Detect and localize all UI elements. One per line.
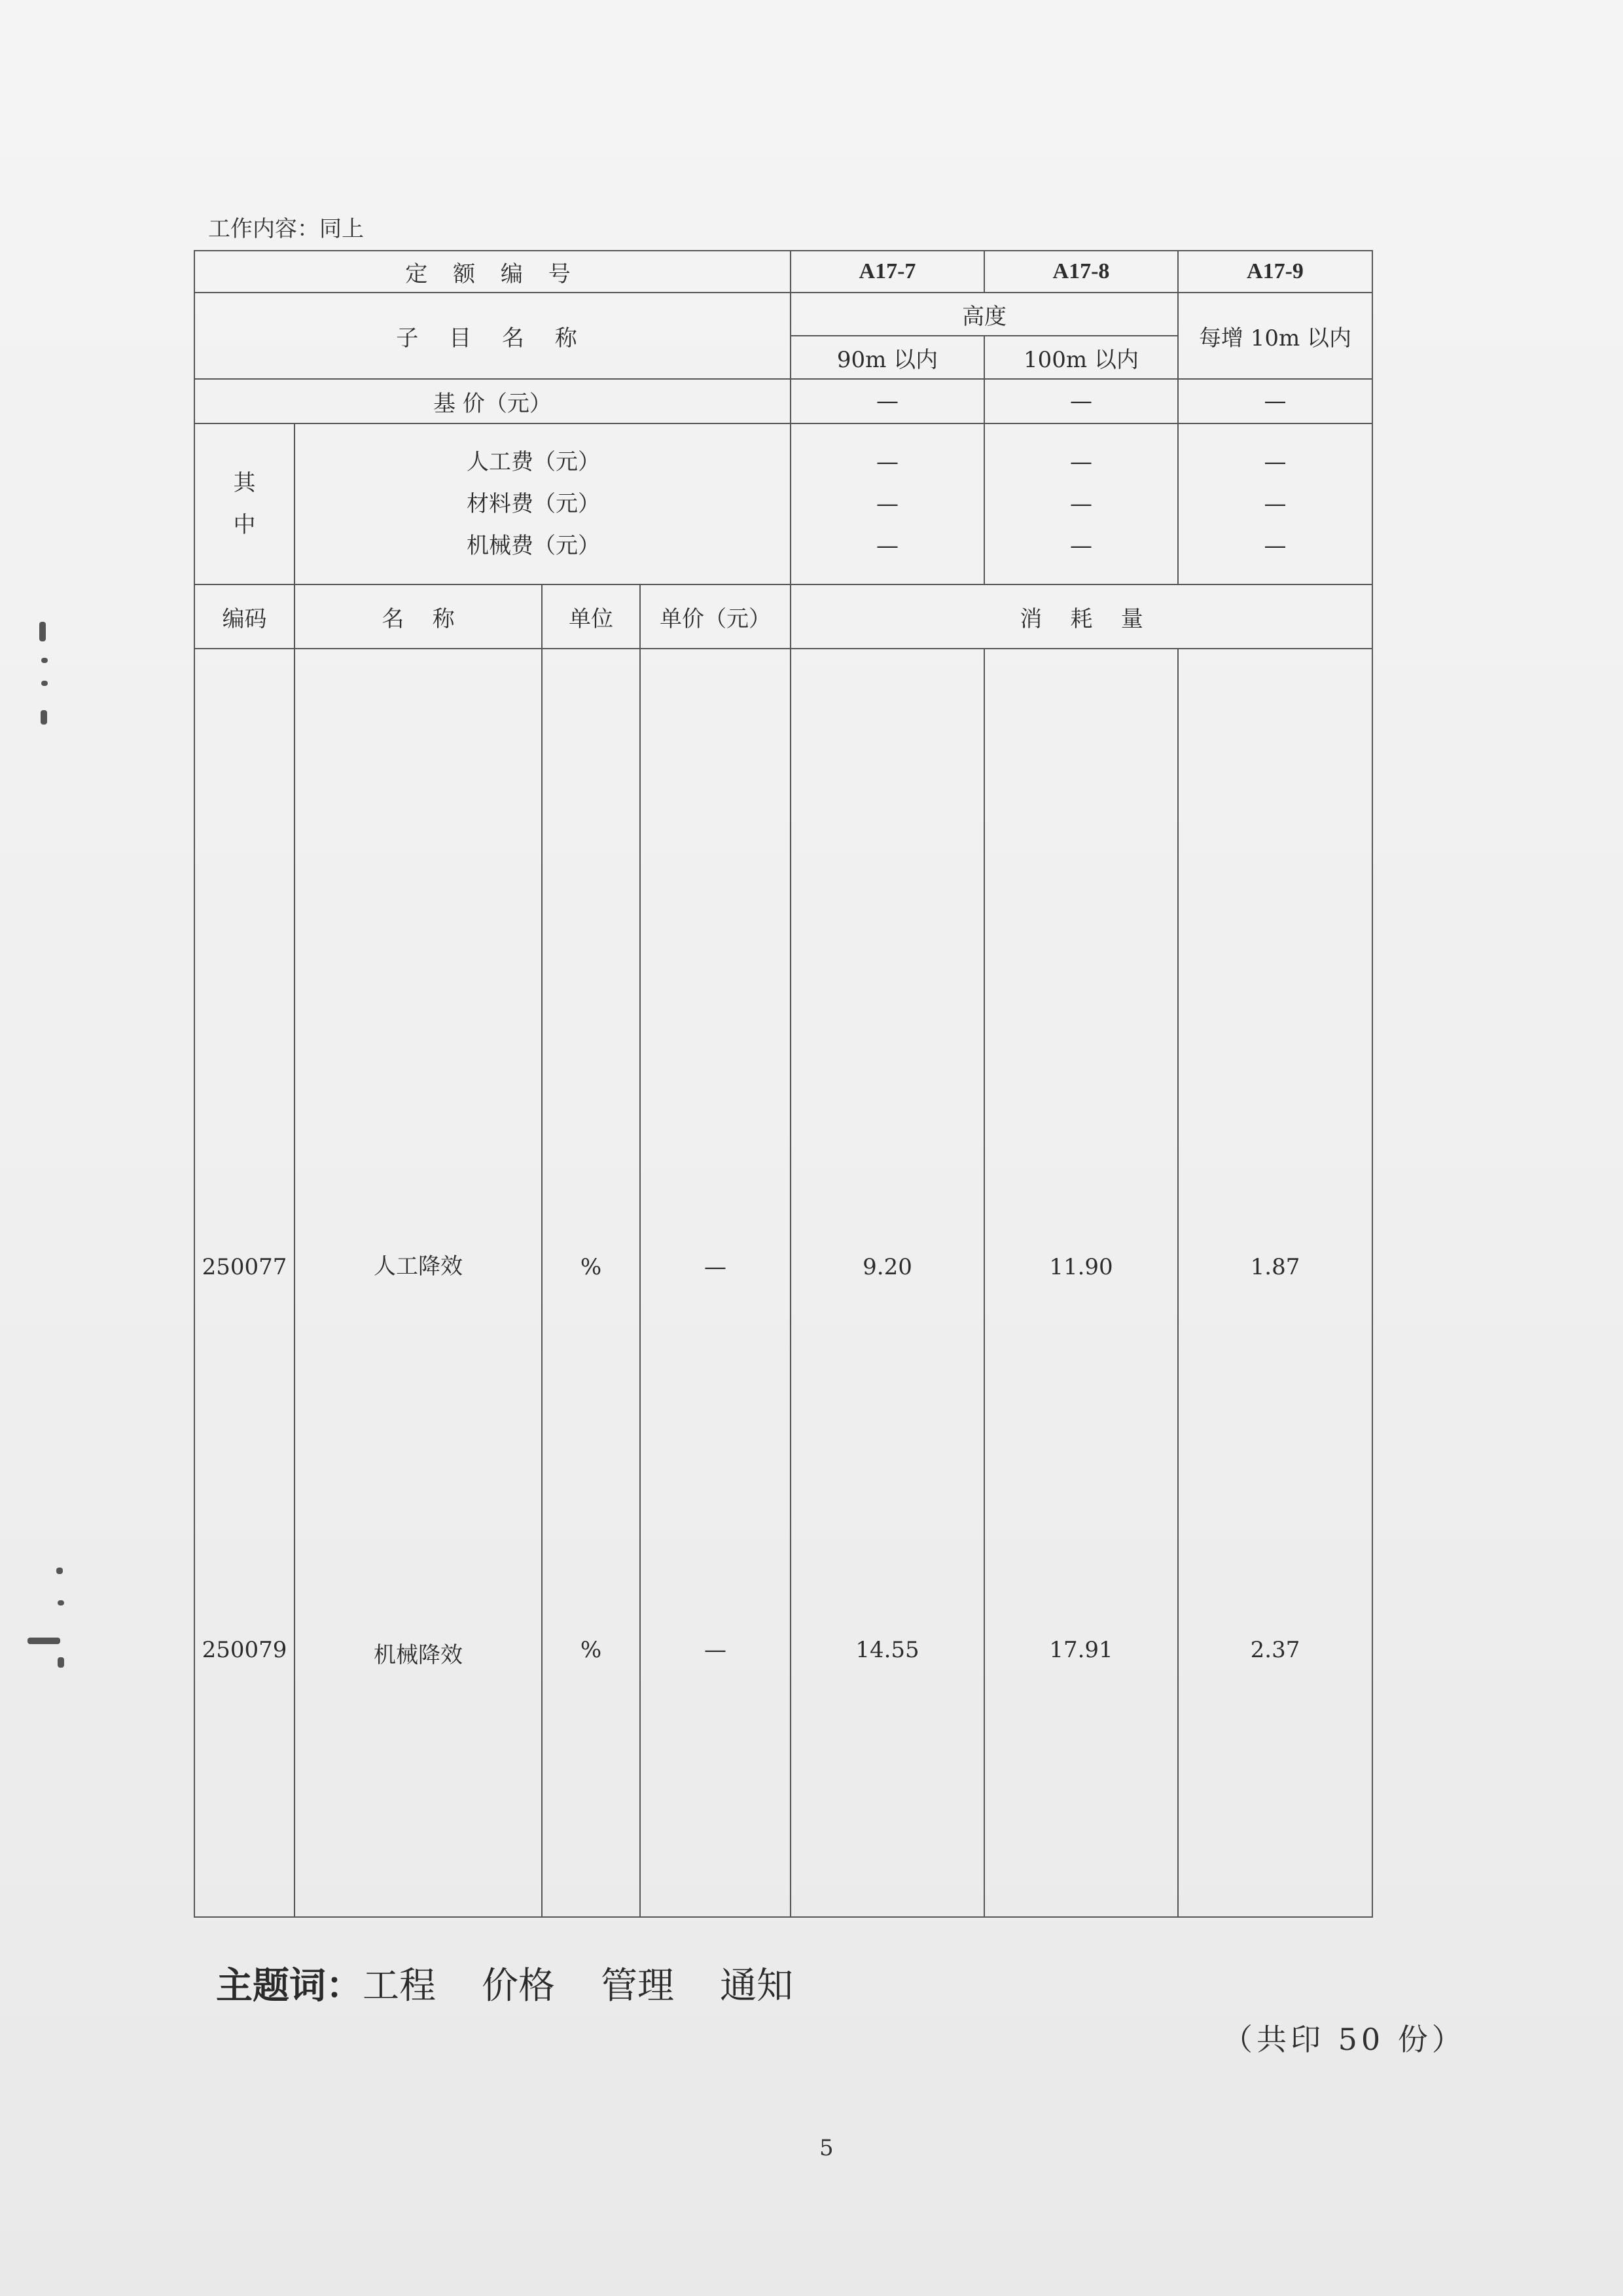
machine-fee-3: — <box>1264 533 1287 559</box>
keyword-item: 管理 <box>601 1965 674 2007</box>
quota-code-1: A17-7 <box>791 251 984 293</box>
binding-hole-mark <box>41 710 47 725</box>
col-header-consumption: 消 耗 量 <box>791 584 1372 649</box>
binding-hole-mark <box>41 658 48 663</box>
base-price-1: — <box>791 379 984 423</box>
quota-code-header: 定 额 编 号 <box>194 251 791 293</box>
keywords-label: 主题词： <box>216 1965 363 2007</box>
keyword-item: 工程 <box>363 1965 436 2007</box>
material-fee-label: 材料费（元） <box>467 491 600 517</box>
base-price-2: — <box>984 379 1178 423</box>
row-1-value-a17-7: 9.20 <box>863 1253 912 1280</box>
height-100m: 100m 以内 <box>984 336 1178 379</box>
data-col-code <box>194 649 294 1917</box>
col-header-code: 编码 <box>194 584 294 649</box>
col-header-name: 名 称 <box>294 584 542 649</box>
subject-keywords <box>216 1957 793 2009</box>
increment-header: 每增 10m 以内 <box>1178 293 1372 379</box>
row-2-name: 机械降效 <box>374 1641 463 1668</box>
keyword-item: 通知 <box>720 1965 793 2007</box>
height-90m: 90m 以内 <box>791 336 984 379</box>
data-col-unit <box>542 649 640 1917</box>
row-1-value-a17-8: 11.90 <box>1049 1253 1113 1280</box>
machine-fee-2: — <box>1070 533 1092 559</box>
base-price-3: — <box>1178 379 1372 423</box>
labor-fee-1: — <box>876 449 899 475</box>
fee-values-col-3 <box>1178 423 1372 584</box>
data-col-unit-price <box>640 649 791 1917</box>
keyword-item: 价格 <box>482 1965 555 2007</box>
data-col-a17-7 <box>791 649 984 1917</box>
height-header: 高度 <box>791 293 1178 336</box>
row-1-value-a17-9: 1.87 <box>1250 1253 1300 1280</box>
of-which-text: 其 中 <box>233 470 256 538</box>
quota-code-3: A17-9 <box>1178 251 1372 293</box>
row-2-value-a17-9: 2.37 <box>1250 1636 1300 1663</box>
print-copies-note: （共印 50 份） <box>1222 2022 1466 2057</box>
data-col-name <box>294 649 542 1917</box>
col-header-unit: 单位 <box>542 584 640 649</box>
machine-fee-1: — <box>876 533 899 559</box>
quota-table <box>194 250 1373 1918</box>
binding-hole-mark <box>56 1568 63 1574</box>
fee-names-cell <box>294 423 791 584</box>
row-1-code: 250077 <box>202 1253 287 1280</box>
quota-code-2: A17-8 <box>984 251 1178 293</box>
binding-hole-mark <box>58 1657 64 1668</box>
machine-fee-label: 机械费（元） <box>467 533 600 559</box>
material-fee-1: — <box>876 491 899 517</box>
row-2-unit-price: — <box>704 1636 726 1663</box>
binding-hole-mark <box>27 1638 60 1644</box>
fee-values-col-1 <box>791 423 984 584</box>
row-1-unit-price: — <box>704 1253 726 1280</box>
row-2-code: 250079 <box>202 1636 287 1663</box>
col-header-unit-price: 单价（元） <box>640 584 791 649</box>
binding-hole-mark <box>39 622 46 641</box>
material-fee-2: — <box>1070 491 1092 517</box>
work-content-label: 工作内容：同上 <box>208 216 364 242</box>
row-1-name: 人工降效 <box>374 1253 463 1280</box>
of-which-label <box>194 423 294 584</box>
fee-values-col-2 <box>984 423 1178 584</box>
page-number: 5 <box>819 2135 834 2161</box>
row-2-value-a17-8: 17.91 <box>1049 1636 1113 1663</box>
data-col-a17-8 <box>984 649 1178 1917</box>
row-2-value-a17-7: 14.55 <box>855 1636 919 1663</box>
base-price-label: 基 价（元） <box>194 379 791 423</box>
material-fee-3: — <box>1264 491 1287 517</box>
row-1-unit: % <box>580 1253 602 1280</box>
labor-fee-3: — <box>1264 449 1287 475</box>
data-col-a17-9 <box>1178 649 1372 1917</box>
labor-fee-label: 人工费（元） <box>467 449 600 475</box>
item-name-header: 子 目 名 称 <box>194 293 791 379</box>
labor-fee-2: — <box>1070 449 1092 475</box>
binding-hole-mark <box>58 1600 64 1605</box>
binding-hole-mark <box>41 681 48 686</box>
row-2-unit: % <box>580 1636 602 1663</box>
